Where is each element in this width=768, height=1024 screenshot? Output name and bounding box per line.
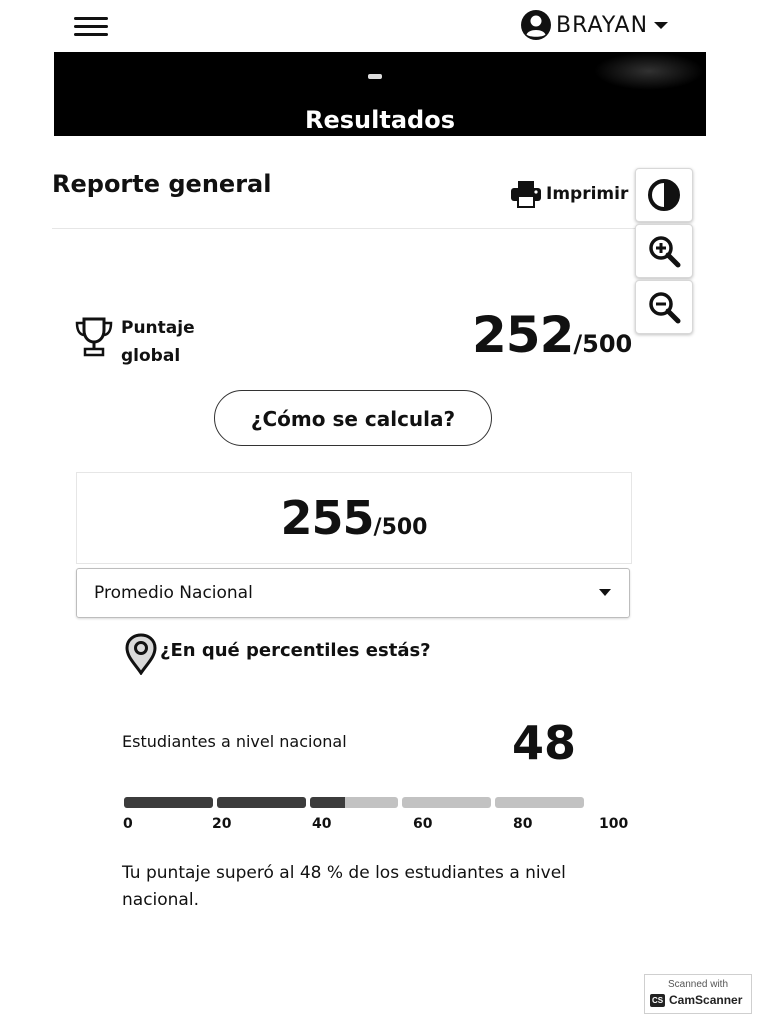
bar-segment (217, 797, 306, 808)
menu-button[interactable] (72, 12, 110, 40)
tick-label: 80 (513, 816, 533, 832)
print-label: Imprimir (546, 184, 629, 204)
global-score (472, 306, 632, 364)
camscanner-logo-icon: CS (651, 995, 664, 1005)
score-label: Puntaje global (121, 318, 195, 366)
banner-title: Resultados (305, 106, 455, 134)
how-calculated-button[interactable]: ¿Cómo se calcula? (214, 390, 492, 446)
contrast-icon (647, 178, 681, 212)
zoom-out-button[interactable] (635, 280, 693, 334)
bar-segment (124, 797, 213, 808)
bar-segment (495, 797, 584, 808)
caret-down-icon (654, 22, 668, 29)
score-max: /500 (573, 330, 633, 358)
trophy-icon (74, 316, 114, 358)
chevron-down-icon (599, 589, 611, 596)
tick-label: 20 (212, 816, 232, 832)
tick-label: 0 (123, 816, 133, 832)
average-value: 255 (280, 491, 374, 545)
results-banner (54, 52, 706, 136)
percentile-summary: Tu puntaje superó al 48 % de los estudiantes a nivel nacional. (122, 863, 566, 910)
score-value: 252 (472, 306, 574, 364)
tick-label: 100 (599, 816, 629, 832)
printer-icon (510, 180, 542, 208)
average-max: /500 (373, 515, 428, 540)
tick-label: 40 (312, 816, 332, 832)
contrast-button[interactable] (635, 168, 693, 222)
user-circle-icon (520, 9, 552, 41)
percentile-question: ¿En qué percentiles estás? (160, 640, 431, 661)
bar-segment (310, 797, 399, 808)
zoom-out-icon (647, 290, 681, 324)
location-pin-icon (124, 633, 158, 675)
zoom-in-button[interactable] (635, 224, 693, 278)
percentile-bar (124, 797, 584, 808)
tick-label: 60 (413, 816, 433, 832)
user-name: BRAYAN (556, 12, 649, 38)
percentile-value: 48 (512, 716, 577, 770)
page-title: Reporte general (52, 170, 272, 198)
hamburger-icon (74, 17, 108, 20)
divider (52, 228, 636, 229)
average-card (76, 472, 632, 564)
average-select-value: Promedio Nacional (94, 583, 253, 603)
logo (368, 74, 382, 79)
average-select[interactable] (76, 568, 630, 618)
zoom-in-icon (647, 234, 681, 268)
students-label: Estudiantes a nivel nacional (122, 732, 347, 751)
camscanner-watermark: Scanned with CS CamScanner (644, 974, 752, 1014)
user-menu[interactable] (520, 8, 668, 42)
bar-segment (402, 797, 491, 808)
print-button[interactable] (510, 180, 636, 208)
